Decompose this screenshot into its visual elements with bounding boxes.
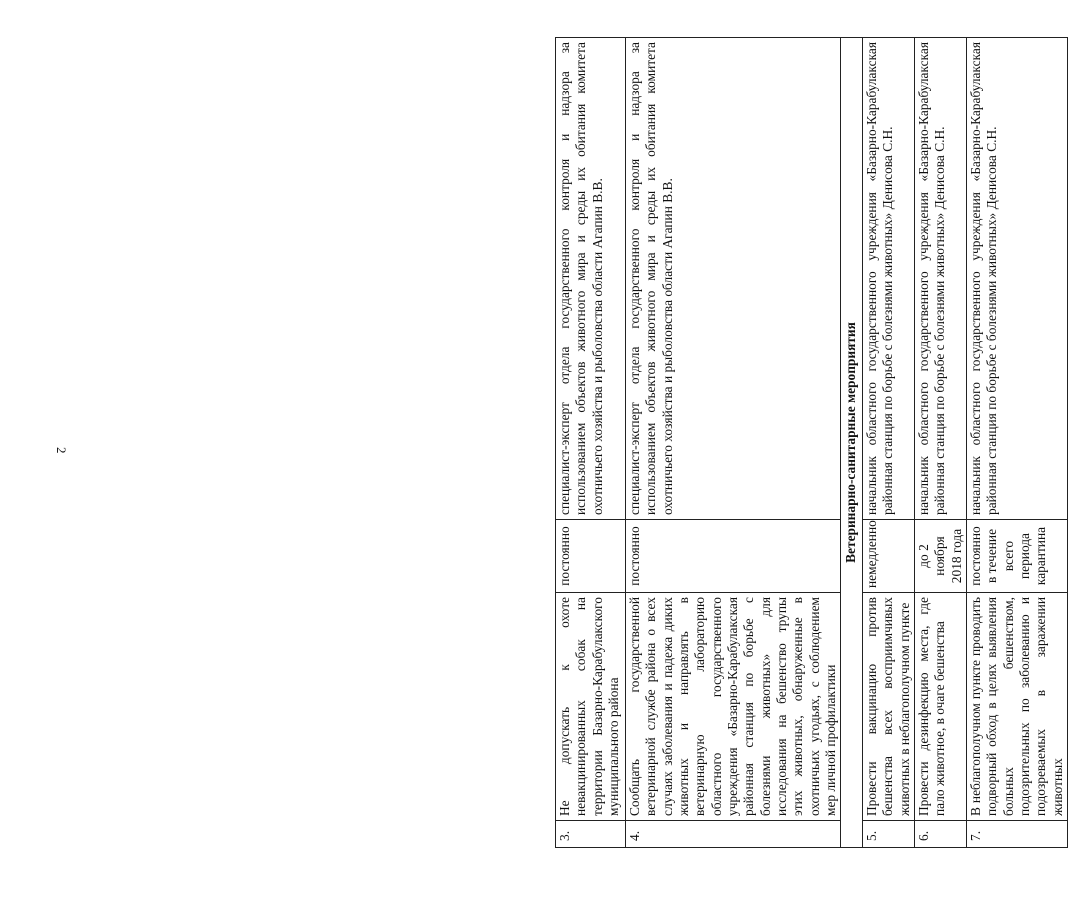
responsible-text: начальник областного государственного учреждения «Базарно-Карабулакская районная станция по борьбе с болезнями животных» Денисова С.Н. — [966, 38, 1067, 520]
measure-text: Провести дезинфекцию места, где пало животное, в очаге бешенства — [914, 593, 966, 821]
measure-text: В неблагополучном пункте проводить подворный обход в целях выявления больных бешенством, подозрительных по заболеванию и подозреваемых в заражении животных — [966, 593, 1067, 821]
row-number: 4. — [626, 821, 841, 848]
term-text: немедленно — [862, 520, 914, 593]
measures-table — [555, 37, 1068, 848]
rotated-table-container — [555, 38, 1065, 848]
measure-text: Сообщать государственной ветеринарной службе района о всех случаях заболевания и падежа диких животных и направлять в ветеринарную лабораторию областного государственного учреждения «Базарно-Карабулакская районная станция по борьбе с болезнями животных» для исследования на бешенство трупы этих животных, обнаруженные в охотничьих угодьях, с соблюдением мер личной профилактики — [626, 593, 841, 821]
term-text: постоянно в течение всего периода карантина — [966, 520, 1067, 593]
section-heading: Ветеринарно-санитарные мероприятия — [841, 38, 862, 848]
term-text: постоянно — [556, 520, 626, 593]
table-row — [966, 38, 1067, 848]
measure-text: Провести вакцинацию против бешенства всех восприимчивых животных в неблагополучном пункте — [862, 593, 914, 821]
page-number: 2 — [54, 447, 69, 454]
responsible-text: специалист-эксперт отдела государственного контроля и надзора за использованием объектов животного мира и среды их обитания комитета охотничьего хозяйства и рыболовства области Агапин В.В. — [626, 38, 841, 520]
table-row — [914, 38, 966, 848]
row-number: 5. — [862, 821, 914, 848]
responsible-text: начальник областного государственного учреждения «Базарно-Карабулакская районная станция по борьбе с болезнями животных» Денисова С.Н. — [914, 38, 966, 520]
responsible-text: начальник областного государственного учреждения «Базарно-Карабулакская районная станция по борьбе с болезнями животных» Денисова С.Н. — [862, 38, 914, 520]
row-number: 3. — [556, 821, 626, 848]
row-number: 7. — [966, 821, 1067, 848]
term-text: постоянно — [626, 520, 841, 593]
section-row — [841, 38, 862, 848]
row-number: 6. — [914, 821, 966, 848]
responsible-text: специалист-эксперт отдела государственного контроля и надзора за использованием объектов животного мира и среды их обитания комитета охотничьего хозяйства и рыболовства области Агапин В.В. — [556, 38, 626, 520]
table-row — [862, 38, 914, 848]
table-row — [626, 38, 841, 848]
term-text: до 2 ноября 2018 года — [914, 520, 966, 593]
measure-text: Не допускать к охоте невакцинированных собак на территории Базарно-Карабулакского муниципального района — [556, 593, 626, 821]
table-row — [556, 38, 626, 848]
